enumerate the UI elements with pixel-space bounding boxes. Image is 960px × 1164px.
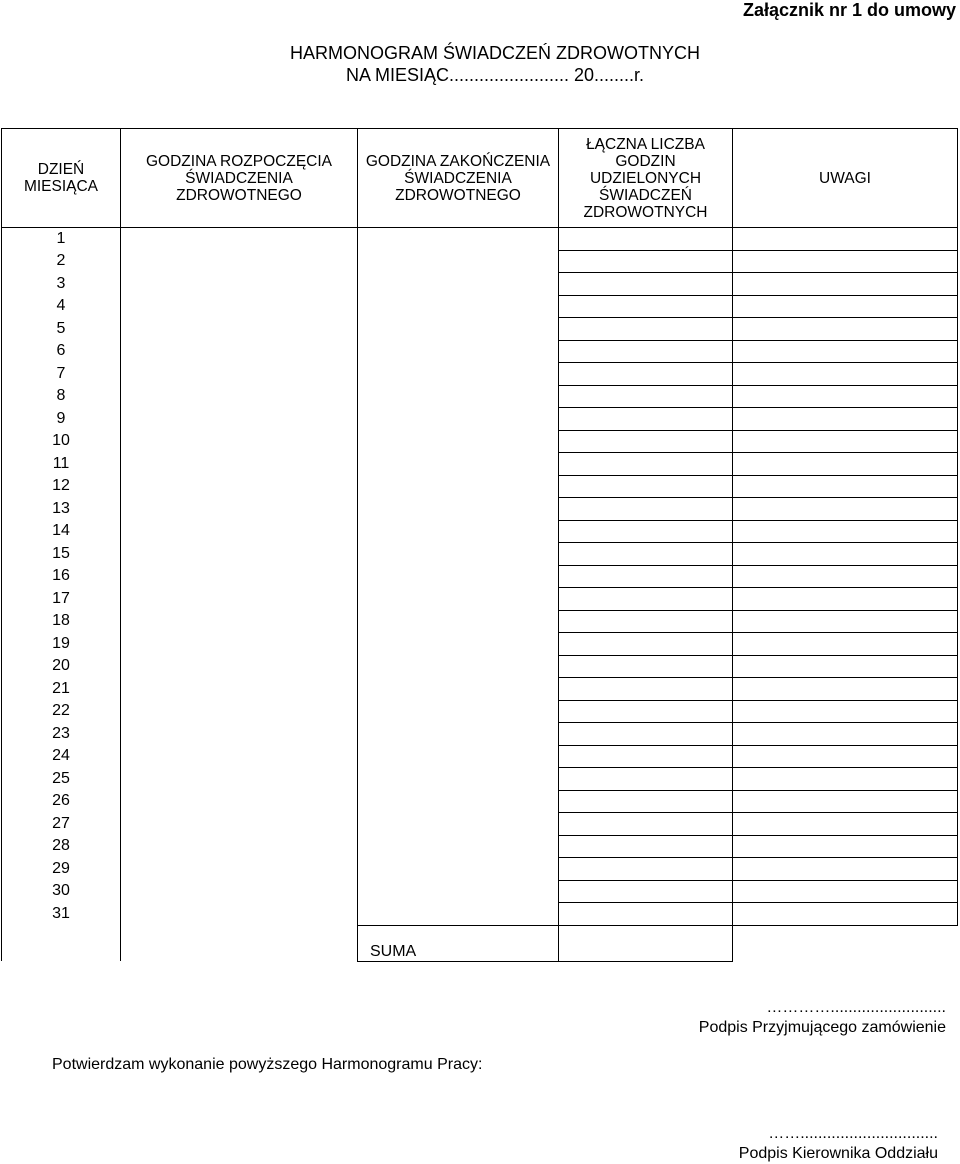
signature-head — [739, 1124, 938, 1164]
table-row — [2, 498, 958, 521]
remarks-cell[interactable] — [733, 453, 958, 476]
start-time-cell[interactable] — [121, 430, 358, 453]
day-cell: 6 — [2, 340, 121, 363]
table-row — [2, 363, 958, 386]
end-time-cell[interactable] — [358, 295, 559, 318]
start-time-cell[interactable] — [121, 453, 358, 476]
remarks-cell[interactable] — [733, 835, 958, 858]
table-row — [2, 228, 958, 251]
table-row — [2, 318, 958, 341]
table-row — [2, 700, 958, 723]
end-time-cell[interactable] — [358, 385, 559, 408]
table-row — [2, 520, 958, 543]
end-time-cell[interactable] — [358, 813, 559, 836]
table-row — [2, 408, 958, 431]
day-cell: 19 — [2, 633, 121, 656]
total-hours-cell[interactable] — [559, 745, 733, 768]
day-cell: 8 — [2, 385, 121, 408]
day-cell: 18 — [2, 610, 121, 633]
end-time-cell[interactable] — [358, 408, 559, 431]
remarks-cell[interactable] — [733, 678, 958, 701]
start-time-cell[interactable] — [121, 610, 358, 633]
col-header-remarks: UWAGI — [733, 129, 958, 228]
table-row — [2, 250, 958, 273]
total-hours-cell[interactable] — [559, 700, 733, 723]
total-hours-cell[interactable] — [559, 250, 733, 273]
total-hours-cell[interactable] — [559, 565, 733, 588]
day-cell: 20 — [2, 655, 121, 678]
start-time-cell[interactable] — [121, 363, 358, 386]
title-line-2: NA MIESIĄC........................ 20........r. — [345, 65, 645, 85]
col-header-end-time: GODZINA ZAKOŃCZENIA ŚWIADCZENIA ZDROWOTNEGO — [358, 129, 559, 228]
remarks-cell[interactable] — [733, 588, 958, 611]
table-row — [2, 633, 958, 656]
start-time-cell[interactable] — [121, 340, 358, 363]
total-hours-cell[interactable] — [559, 678, 733, 701]
total-hours-cell[interactable] — [559, 520, 733, 543]
day-cell: 25 — [2, 768, 121, 791]
signature-label: Podpis Przyjmującego zamówienie — [698, 1019, 946, 1036]
total-hours-cell[interactable] — [559, 790, 733, 813]
total-hours-cell[interactable] — [559, 903, 733, 926]
end-time-cell[interactable] — [358, 700, 559, 723]
remarks-cell[interactable] — [733, 565, 958, 588]
end-time-cell[interactable] — [358, 835, 559, 858]
start-time-cell[interactable] — [121, 745, 358, 768]
end-time-cell[interactable] — [358, 655, 559, 678]
day-cell: 9 — [2, 408, 121, 431]
remarks-cell[interactable] — [733, 610, 958, 633]
table-row — [2, 543, 958, 566]
day-cell: 26 — [2, 790, 121, 813]
table-row — [2, 565, 958, 588]
table-row — [2, 610, 958, 633]
total-hours-cell[interactable] — [559, 633, 733, 656]
start-time-cell[interactable] — [121, 903, 358, 926]
remarks-cell[interactable] — [733, 430, 958, 453]
table-row — [2, 813, 958, 836]
remarks-cell[interactable] — [733, 498, 958, 521]
remarks-cell[interactable] — [733, 655, 958, 678]
table-row — [2, 858, 958, 881]
end-time-cell[interactable] — [358, 903, 559, 926]
total-hours-cell[interactable] — [559, 430, 733, 453]
day-cell: 4 — [2, 295, 121, 318]
table-row — [2, 430, 958, 453]
start-time-cell[interactable] — [121, 565, 358, 588]
end-time-cell[interactable] — [358, 520, 559, 543]
sum-empty-cell — [121, 925, 358, 961]
end-time-cell[interactable] — [358, 880, 559, 903]
day-cell: 5 — [2, 318, 121, 341]
day-cell: 3 — [2, 273, 121, 296]
page-title — [230, 42, 760, 86]
start-time-cell[interactable] — [121, 498, 358, 521]
remarks-cell[interactable] — [733, 318, 958, 341]
end-time-cell[interactable] — [358, 228, 559, 251]
total-hours-cell[interactable] — [559, 318, 733, 341]
day-cell: 21 — [2, 678, 121, 701]
table-header-row — [2, 129, 958, 228]
start-time-cell[interactable] — [121, 475, 358, 498]
total-hours-cell[interactable] — [559, 880, 733, 903]
signature-line: ………….......................... — [766, 999, 946, 1016]
start-time-cell[interactable] — [121, 858, 358, 881]
start-time-cell[interactable] — [121, 273, 358, 296]
start-time-cell[interactable] — [121, 835, 358, 858]
sum-empty-cell — [2, 925, 121, 961]
total-hours-cell[interactable] — [559, 543, 733, 566]
start-time-cell[interactable] — [121, 408, 358, 431]
table-row — [2, 768, 958, 791]
table-row — [2, 588, 958, 611]
start-time-cell[interactable] — [121, 250, 358, 273]
table-row — [2, 790, 958, 813]
end-time-cell[interactable] — [358, 790, 559, 813]
end-time-cell[interactable] — [358, 723, 559, 746]
remarks-cell[interactable] — [733, 700, 958, 723]
sum-label: SUMA — [358, 925, 559, 961]
table-row — [2, 880, 958, 903]
end-time-cell[interactable] — [358, 768, 559, 791]
sum-row — [2, 925, 958, 961]
remarks-cell[interactable] — [733, 273, 958, 296]
total-hours-cell[interactable] — [559, 340, 733, 363]
total-hours-cell[interactable] — [559, 835, 733, 858]
day-cell: 7 — [2, 363, 121, 386]
col-header-day: DZIEŃ MIESIĄCA — [2, 129, 121, 228]
day-cell: 15 — [2, 543, 121, 566]
end-time-cell[interactable] — [358, 678, 559, 701]
table-row — [2, 903, 958, 926]
total-hours-cell[interactable] — [559, 385, 733, 408]
total-hours-cell[interactable] — [559, 858, 733, 881]
remarks-cell[interactable] — [733, 858, 958, 881]
start-time-cell[interactable] — [121, 723, 358, 746]
total-hours-cell[interactable] — [559, 273, 733, 296]
day-cell: 28 — [2, 835, 121, 858]
remarks-cell[interactable] — [733, 790, 958, 813]
remarks-cell[interactable] — [733, 295, 958, 318]
end-time-cell[interactable] — [358, 430, 559, 453]
start-time-cell[interactable] — [121, 543, 358, 566]
start-time-cell[interactable] — [121, 678, 358, 701]
col-header-start-time: GODZINA ROZPOCZĘCIA ŚWIADCZENIA ZDROWOTNEGO — [121, 129, 358, 228]
confirmation-text: Potwierdzam wykonanie powyższego Harmonogramu Pracy: — [52, 1056, 483, 1073]
end-time-cell[interactable] — [358, 498, 559, 521]
total-hours-cell[interactable] — [559, 813, 733, 836]
start-time-cell[interactable] — [121, 633, 358, 656]
remarks-cell[interactable] — [733, 475, 958, 498]
start-time-cell[interactable] — [121, 700, 358, 723]
day-cell: 17 — [2, 588, 121, 611]
total-hours-cell[interactable] — [559, 498, 733, 521]
remarks-cell[interactable] — [733, 880, 958, 903]
attachment-label: Załącznik nr 1 do umowy — [742, 0, 956, 20]
start-time-cell[interactable] — [121, 813, 358, 836]
start-time-cell[interactable] — [121, 228, 358, 251]
table-row — [2, 273, 958, 296]
end-time-cell[interactable] — [358, 453, 559, 476]
total-hours-cell[interactable] — [559, 453, 733, 476]
start-time-cell[interactable] — [121, 295, 358, 318]
start-time-cell[interactable] — [121, 790, 358, 813]
day-cell: 13 — [2, 498, 121, 521]
day-cell: 2 — [2, 250, 121, 273]
remarks-cell[interactable] — [733, 408, 958, 431]
remarks-cell[interactable] — [733, 723, 958, 746]
title-line-1: HARMONOGRAM ŚWIADCZEŃ ZDROWOTNYCH — [290, 43, 700, 63]
end-time-cell[interactable] — [358, 250, 559, 273]
end-time-cell[interactable] — [358, 475, 559, 498]
end-time-cell[interactable] — [358, 543, 559, 566]
day-cell: 23 — [2, 723, 121, 746]
total-hours-cell[interactable] — [559, 610, 733, 633]
day-cell: 24 — [2, 745, 121, 768]
remarks-cell[interactable] — [733, 228, 958, 251]
end-time-cell[interactable] — [358, 565, 559, 588]
day-cell: 10 — [2, 430, 121, 453]
table-row — [2, 475, 958, 498]
schedule-table — [1, 128, 958, 962]
start-time-cell[interactable] — [121, 655, 358, 678]
remarks-cell[interactable] — [733, 813, 958, 836]
start-time-cell[interactable] — [121, 385, 358, 408]
remarks-cell[interactable] — [733, 633, 958, 656]
end-time-cell[interactable] — [358, 340, 559, 363]
day-cell: 16 — [2, 565, 121, 588]
col-header-total-hours: ŁĄCZNA LICZBA GODZIN UDZIELONYCH ŚWIADCZEŃ ZDROWOTNYCH — [559, 129, 733, 228]
signature-receiver — [699, 998, 946, 1038]
total-hours-cell[interactable] — [559, 408, 733, 431]
total-hours-cell[interactable] — [559, 363, 733, 386]
total-hours-cell[interactable] — [559, 295, 733, 318]
remarks-cell[interactable] — [733, 903, 958, 926]
end-time-cell[interactable] — [358, 588, 559, 611]
remarks-cell[interactable] — [733, 768, 958, 791]
table-row — [2, 678, 958, 701]
remarks-cell[interactable] — [733, 385, 958, 408]
remarks-cell[interactable] — [733, 745, 958, 768]
remarks-cell[interactable] — [733, 250, 958, 273]
table-body — [2, 228, 958, 962]
table-row — [2, 385, 958, 408]
sum-empty-cell — [733, 925, 958, 961]
start-time-cell[interactable] — [121, 768, 358, 791]
end-time-cell[interactable] — [358, 633, 559, 656]
end-time-cell[interactable] — [358, 363, 559, 386]
total-hours-cell[interactable] — [559, 655, 733, 678]
total-hours-cell[interactable] — [559, 475, 733, 498]
end-time-cell[interactable] — [358, 745, 559, 768]
remarks-cell[interactable] — [733, 340, 958, 363]
table-row — [2, 745, 958, 768]
day-cell: 12 — [2, 475, 121, 498]
table-row — [2, 655, 958, 678]
table-row — [2, 453, 958, 476]
total-hours-cell[interactable] — [559, 723, 733, 746]
signature-label: Podpis Kierownika Oddziału — [738, 1145, 938, 1162]
day-cell: 11 — [2, 453, 121, 476]
day-cell: 31 — [2, 903, 121, 926]
remarks-cell[interactable] — [733, 543, 958, 566]
remarks-cell[interactable] — [733, 520, 958, 543]
start-time-cell[interactable] — [121, 588, 358, 611]
day-cell: 14 — [2, 520, 121, 543]
day-cell: 22 — [2, 700, 121, 723]
start-time-cell[interactable] — [121, 318, 358, 341]
table-row — [2, 295, 958, 318]
day-cell: 27 — [2, 813, 121, 836]
start-time-cell[interactable] — [121, 520, 358, 543]
signature-line: ……............................... — [768, 1125, 938, 1142]
sum-total-cell[interactable] — [559, 925, 733, 961]
total-hours-cell[interactable] — [559, 588, 733, 611]
table-row — [2, 340, 958, 363]
table-row — [2, 835, 958, 858]
end-time-cell[interactable] — [358, 858, 559, 881]
end-time-cell[interactable] — [358, 273, 559, 296]
start-time-cell[interactable] — [121, 880, 358, 903]
end-time-cell[interactable] — [358, 318, 559, 341]
end-time-cell[interactable] — [358, 610, 559, 633]
day-cell: 1 — [2, 228, 121, 251]
remarks-cell[interactable] — [733, 363, 958, 386]
total-hours-cell[interactable] — [559, 768, 733, 791]
table-row — [2, 723, 958, 746]
day-cell: 30 — [2, 880, 121, 903]
day-cell: 29 — [2, 858, 121, 881]
total-hours-cell[interactable] — [559, 228, 733, 251]
